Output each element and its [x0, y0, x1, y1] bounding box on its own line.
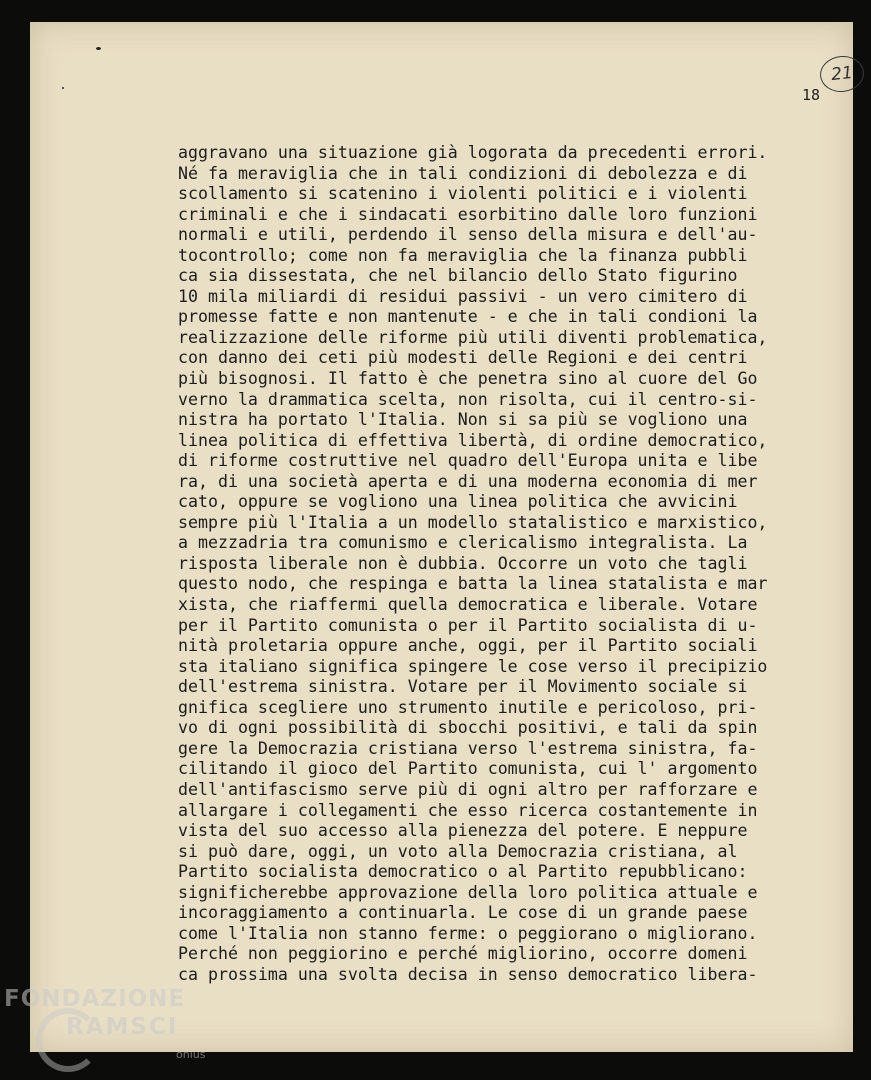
text-line: cilitando il gioco del Partito comunista, cui l' argomento [178, 759, 758, 779]
text-line: più bisognosi. Il fatto è che penetra sino al cuore del Go [178, 369, 758, 389]
watermark-subtitle: RAMSCI [66, 1014, 179, 1040]
text-line: scollamento si scatenino i violenti politici e i violenti [178, 184, 748, 204]
ink-speck [96, 47, 101, 50]
text-line: Né fa meraviglia che in tali condizioni di debolezza e di [178, 163, 748, 183]
text-line: sta italiano significa spingere le cose verso il precipizio [178, 656, 768, 676]
text-line: cato, oppure se vogliono una linea politica che avvicini [178, 492, 738, 512]
text-line: ca prossima una svolta decisa in senso democratico libera- [178, 964, 758, 984]
text-line: si può dare, oggi, un voto alla Democrazia cristiana, al [178, 841, 738, 861]
text-line: realizzazione delle riforme più utili diventi problematica, [178, 327, 768, 347]
text-line: vo di ogni possibilità di sbocchi positivi, e tali da spin [178, 718, 758, 738]
page-number: 18 [802, 86, 821, 104]
text-line: nità proletaria oppure anche, oggi, per il Partito sociali [178, 636, 758, 656]
text-line: Perché non peggiorino e perché migliorino, occorre domeni [178, 944, 748, 964]
fondazione-gramsci-watermark [4, 986, 206, 1061]
archive-number-stamp: 21 [818, 54, 866, 94]
text-line: gnifica scegliere uno strumento inutile e pericoloso, pri- [178, 697, 758, 717]
text-line: dell'antifascismo serve più di ogni altro per rafforzare e [178, 779, 758, 799]
text-line: con danno dei ceti più modesti delle Regioni e dei centri [178, 348, 748, 368]
text-line: questo nodo, che respinga e batta la linea statalista e mar [178, 574, 768, 594]
text-line: criminali e che i sindacati esorbitino dalle loro funzioni [178, 204, 758, 224]
text-line: 10 mila miliardi di residui passivi - un vero cimitero di [178, 286, 748, 306]
text-line: per il Partito comunista o per il Partito socialista di u- [178, 615, 758, 635]
text-line: gere la Democrazia cristiana verso l'estrema sinistra, fa- [178, 738, 758, 758]
typed-text-body [178, 143, 767, 985]
ink-speck [62, 87, 64, 89]
text-line: sempre più l'Italia a un modello statalistico e marxistico, [178, 512, 768, 532]
text-line: significherebbe approvazione della loro politica attuale e [178, 882, 758, 902]
text-line: allargare i collegamenti che esso ricerca costantemente in [178, 800, 758, 820]
text-line: incoraggiamento a continuarla. Le cose di un grande paese [178, 903, 748, 923]
text-line: verno la drammatica scelta, non risolta, cui il centro-si- [178, 389, 758, 409]
watermark-title: FONDAZIONE [4, 986, 186, 1012]
text-line: di riforme costruttive nel quadro dell'Europa unita e libe [178, 451, 758, 471]
text-line: promesse fatte e non mantenute - e che in tali condioni la [178, 307, 758, 327]
watermark-onlus: onlus [176, 1048, 206, 1061]
text-line: nistra ha portato l'Italia. Non si sa più se vogliono una [178, 410, 748, 430]
text-line: ca sia dissestata, che nel bilancio dello Stato figurino [178, 266, 738, 286]
text-line: come l'Italia non stanno ferme: o peggiorano o migliorano. [178, 923, 758, 943]
text-line: xista, che riaffermi quella democratica e liberale. Votare [178, 595, 758, 615]
text-line: tocontrollo; come non fa meraviglia che la finanza pubbli [178, 245, 748, 265]
text-line: ra, di una società aperta e di una moderna economia di mer [178, 471, 758, 491]
text-line: linea politica di effettiva libertà, di ordine democratico, [178, 430, 768, 450]
text-line: normali e utili, perdendo il senso della misura e dell'au- [178, 225, 758, 245]
text-line: Partito socialista democratico o al Partito repubblicano: [178, 862, 748, 882]
text-line: risposta liberale non è dubbia. Occorre un voto che tagli [178, 553, 748, 573]
text-line: dell'estrema sinistra. Votare per il Movimento sociale si [178, 677, 748, 697]
text-line: vista del suo accesso alla pienezza del potere. E neppure [178, 821, 748, 841]
text-line: a mezzadria tra comunismo e clericalismo integralista. La [178, 533, 748, 553]
text-line: aggravano una situazione già logorata da precedenti errori. [178, 143, 768, 162]
